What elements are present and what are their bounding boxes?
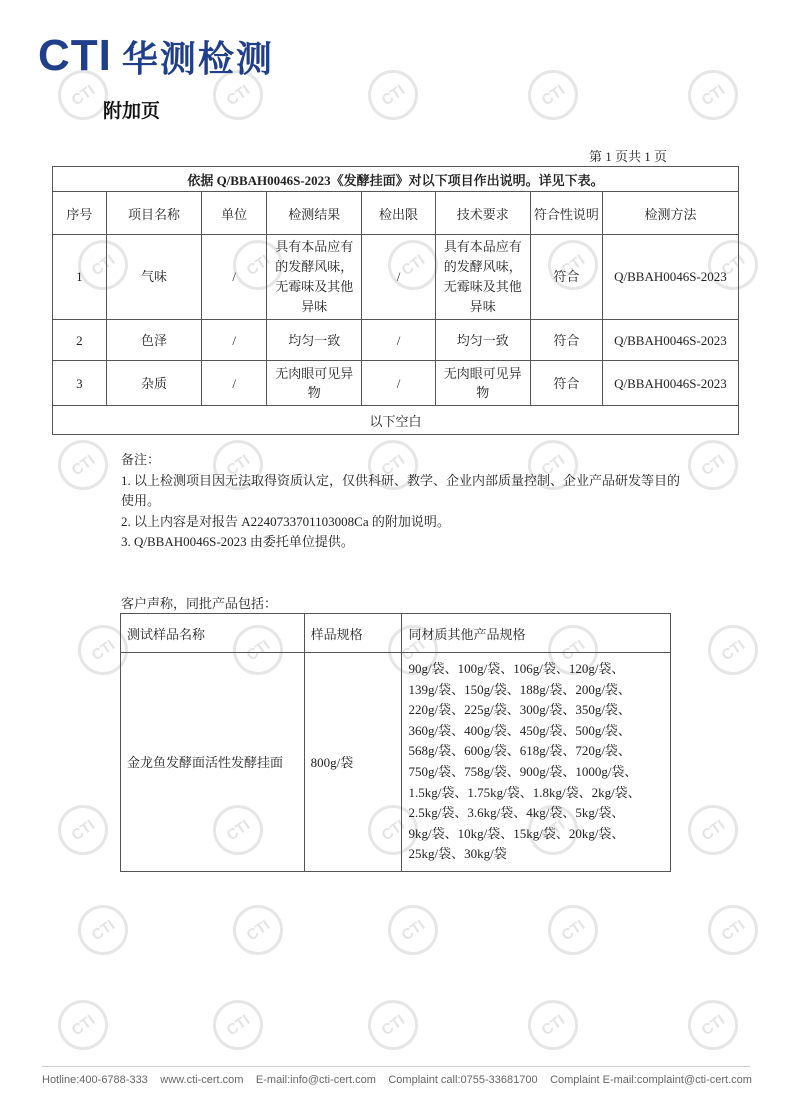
header-cell: 序号 (53, 192, 107, 235)
other-specs (402, 653, 671, 872)
watermark-icon (378, 895, 448, 965)
table-row (121, 653, 671, 872)
watermark-icon (48, 430, 118, 500)
watermark-icon (678, 795, 748, 865)
spec-line: 1.5kg/袋、1.75kg/袋、1.8kg/袋、2kg/袋、 (408, 784, 641, 800)
product-spec-table (120, 613, 671, 872)
cell-requirement: 均匀一致 (435, 320, 530, 361)
cell-method: Q/BBAH0046S-2023 (602, 361, 738, 406)
cell-limit: / (362, 235, 435, 320)
footer-email[interactable]: E-mail:info@cti-cert.com (255, 1074, 376, 1086)
watermark-icon (68, 895, 138, 965)
remarks-heading: 备注： (121, 452, 161, 467)
watermark-icon (538, 895, 608, 965)
page-title: 附加页 (103, 100, 161, 122)
watermark-icon (358, 990, 428, 1060)
header-cell: 技术要求 (435, 192, 530, 235)
header-cell: 检测结果 (267, 192, 362, 235)
remark-item: 3. Q/BBAH0046S-2023 由委托单位提供。 (121, 534, 354, 549)
cell-requirement: 无肉眼可见异物 (435, 361, 530, 406)
header-cell: 单位 (202, 192, 267, 235)
footer-complaint-call: Complaint call:0755-33681700 (388, 1074, 538, 1086)
header-cell: 检出限 (362, 192, 435, 235)
cell-conformity: 符合 (530, 320, 602, 361)
watermark-icon (678, 430, 748, 500)
watermark-icon (48, 795, 118, 865)
cell-result: 具有本品应有的发酵风味，无霉味及其他异味 (267, 235, 362, 320)
sample-spec: 800g/袋 (304, 653, 402, 872)
logo-chinese: 华测检测 (121, 38, 274, 80)
watermark-icon (698, 615, 768, 685)
header-cell: 符合性说明 (530, 192, 602, 235)
spec-line: 139g/袋、150g/袋、188g/袋、200g/袋、 (408, 681, 631, 697)
spec-line: 90g/袋、100g/袋、106g/袋、120g/袋、 (408, 661, 625, 676)
table-row (53, 320, 739, 361)
table-banner: 依据 Q/BBAH0046S-2023《发酵挂面》对以下项目作出说明。详见下表。 (53, 167, 739, 192)
cell-index: 2 (53, 320, 107, 361)
watermark-icon (223, 895, 293, 965)
watermark-icon (358, 60, 428, 130)
sample-name: 金龙鱼发酵面活性发酵挂面 (121, 653, 305, 872)
remark-item: 2. 以上内容是对报告 A2240733701103008Ca 的附加说明。 (121, 513, 450, 529)
company-logo (38, 28, 274, 84)
cell-conformity: 符合 (530, 235, 602, 320)
watermark-icon (698, 895, 768, 965)
results-table (52, 166, 739, 435)
spec-line: 25kg/袋、30kg/袋 (408, 846, 507, 862)
cell-conformity: 符合 (530, 361, 602, 406)
cell-result: 无肉眼可见异物 (267, 361, 362, 406)
header-cell: 测试样品名称 (121, 614, 305, 653)
header-cell: 同材质其他产品规格 (402, 614, 671, 653)
cell-requirement: 具有本品应有的发酵风味，无霉味及其他异味 (435, 235, 530, 320)
cell-item: 色泽 (106, 320, 201, 361)
cell-limit: / (362, 361, 435, 406)
cell-item: 气味 (106, 235, 201, 320)
spec-line: 9kg/袋、10kg/袋、15kg/袋、20kg/袋、 (408, 825, 625, 841)
table-row (53, 361, 739, 406)
table-header-row (121, 614, 671, 653)
footer-complaint-email[interactable]: Complaint E-mail:complaint@cti-cert.com (550, 1074, 752, 1086)
header-cell: 检测方法 (602, 192, 738, 235)
watermark-icon (518, 990, 588, 1060)
page-number: 第 1 页共 1 页 (588, 149, 667, 164)
watermark-icon (518, 60, 588, 130)
remark-item: 1. 以上检测项目因无法取得资质认定，仅供科研、教学、企业内部质量控制、企业产品研发等目的使用。 (121, 472, 681, 508)
spec-line: 360g/袋、400g/袋、450g/袋、500g/袋、 (408, 722, 631, 738)
footer-website[interactable]: www.cti-cert.com (160, 1074, 244, 1086)
cell-method: Q/BBAH0046S-2023 (602, 235, 738, 320)
header-cell: 项目名称 (106, 192, 201, 235)
watermark-icon (203, 990, 273, 1060)
spec-line: 750g/袋、758g/袋、900g/袋、1000g/袋、 (408, 763, 638, 779)
header-cell: 样品规格 (304, 614, 402, 653)
spec-line: 568g/袋、600g/袋、618g/袋、720g/袋、 (408, 743, 631, 759)
logo-latin: CTI (38, 31, 112, 80)
footer-divider (42, 1066, 750, 1067)
cell-item: 杂质 (106, 361, 201, 406)
footer (42, 1074, 752, 1086)
spec-line: 220g/袋、225g/袋、300g/袋、350g/袋、 (408, 702, 631, 718)
cell-unit: / (202, 235, 267, 320)
spec-line: 2.5kg/袋、3.6kg/袋、4kg/袋、5kg/袋、 (408, 805, 625, 821)
customer-statement: 客户声称，同批产品包括： (121, 596, 278, 611)
cell-unit: / (202, 361, 267, 406)
cell-method: Q/BBAH0046S-2023 (602, 320, 738, 361)
table-header-row (53, 192, 739, 235)
watermark-icon (48, 990, 118, 1060)
remarks (121, 450, 681, 553)
cell-limit: / (362, 320, 435, 361)
watermark-icon (678, 990, 748, 1060)
blank-marker: 以下空白 (53, 406, 739, 435)
watermark-icon (678, 60, 748, 130)
cell-index: 1 (53, 235, 107, 320)
cell-unit: / (202, 320, 267, 361)
cell-index: 3 (53, 361, 107, 406)
footer-hotline: Hotline:400-6788-333 (42, 1074, 148, 1086)
cell-result: 均匀一致 (267, 320, 362, 361)
table-row (53, 235, 739, 320)
